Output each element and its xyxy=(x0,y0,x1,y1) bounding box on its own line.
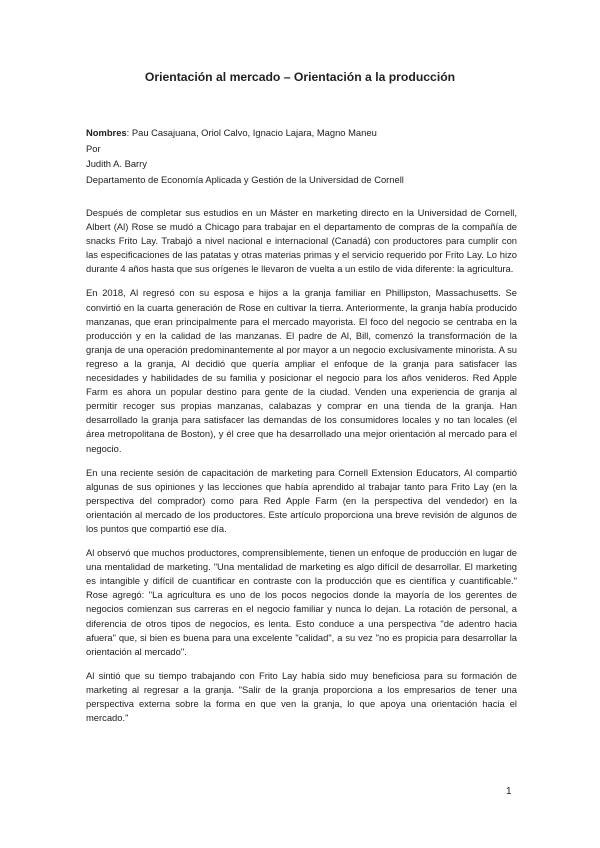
original-author: Judith A. Barry xyxy=(86,158,147,169)
page-number: 1 xyxy=(506,786,512,797)
paragraph: Al observó que muchos productores, comprensiblemente, tienen un enfoque de producción en lugar de una mentalidad de marketing. "Una mentalidad de marketing es algo difícil de desarrollar. El marketing es intangible y difícil de cuantificar en contraste con la producción que es científica y cuantificable." Rose agregó: "La agricultura es uno de los pocos negocios donde la mayoría de los gerentes de negocios comienzan sus carreras en el negocio familiar y nunca lo dejan. La rotación de personal, a diferencia de otros tipos de negocios, es lenta. Esto conduce a una perspectiva "de adentro hacia afuera" que, si bien es buena para una excelente "calidad", a su vez "no es propicia para desarrollar la orientación al mercado". xyxy=(86,547,517,657)
body-text xyxy=(86,206,517,735)
department: Departamento de Economía Aplicada y Gestión de la Universidad de Cornell xyxy=(86,173,404,185)
authors-line xyxy=(86,125,526,141)
author-block xyxy=(86,125,526,187)
paragraph: En 2018, Al regresó con su esposa e hijos a la granja familiar en Phillipston, Massachusetts. Se convirtió en la cuarta generación de Rose en cultivar la tierra. Anteriormente, la granja había producido manzanas, que eran principalmente para el mercado mayorista. El foco del negocio se centraba en la producción y en la calidad de las manzanas. El padre de Al, Bill, comenzó la transformación de la granja de una operación predominantemente al por mayor a un negocio exclusivamente minorista. A su regreso a la granja, Al decidió que quería ampliar el enfoque de la granja para satisfacer las necesidades y habilidades de su familia y posicionar el negocio para los años venideros. Red Apple Farm es ahora un popular destino para gente de la ciudad. Venden una experiencia de granja al permitir recoger sus propias manzanas, calabazas y comprar en una tienda de la granja. Han desarrollado la granja para satisfacer las demandas de los consumidores locales y no tan locales (el área metropolitana de Boston), y él cree que ha desarrollado una mejor orientación al mercado para el negocio. xyxy=(86,287,517,454)
paragraph: Después de completar sus estudios en un Máster en marketing directo en la Universidad de Cornell, Albert (Al) Rose se mudó a Chicago para trabajar en el departamento de compras de la compañía de snacks Frito Lay. Trabajó a nivel nacional e internacional (Canadá) con productores para cumplir con las especificaciones de las patatas y otras materias primas y el servicio requerido por Frito Lay. Lo hizo durante 4 años hasta que sus orígenes le llevaron de vuelta a un estilo de vida diferente: la agricultura. xyxy=(86,207,517,275)
paragraph: En una reciente sesión de capacitación de marketing para Cornell Extension Educators, Al compartió algunas de sus opiniones y las lecciones que había aprendido al trabajar tanto para Frito Lay (en la perspectiva del comprador) como para Red Apple Farm (en la perspectiva del vendedor) en la orientación al mercado de los productores. Este artículo proporciona una breve revisión de algunos de los puntos que compartió ese día. xyxy=(86,466,517,534)
authors-names: : Pau Casajuana, Oriol Calvo, Ignacio Lajara, Magno Maneu xyxy=(126,127,377,138)
authors-label: Nombres xyxy=(86,127,127,138)
by-label: Por xyxy=(86,142,101,154)
document-title: Orientación al mercado – Orientación a la producción xyxy=(144,70,456,84)
paragraph: Al sintió que su tiempo trabajando con Frito Lay había sido muy beneficiosa para su formación de marketing al regresar a la granja. "Salir de la granja proporciona a los empresarios de tener una perspectiva externa sobre la forma en que ven la granja, lo que apoya una orientación hacia el mercado." xyxy=(86,669,517,724)
